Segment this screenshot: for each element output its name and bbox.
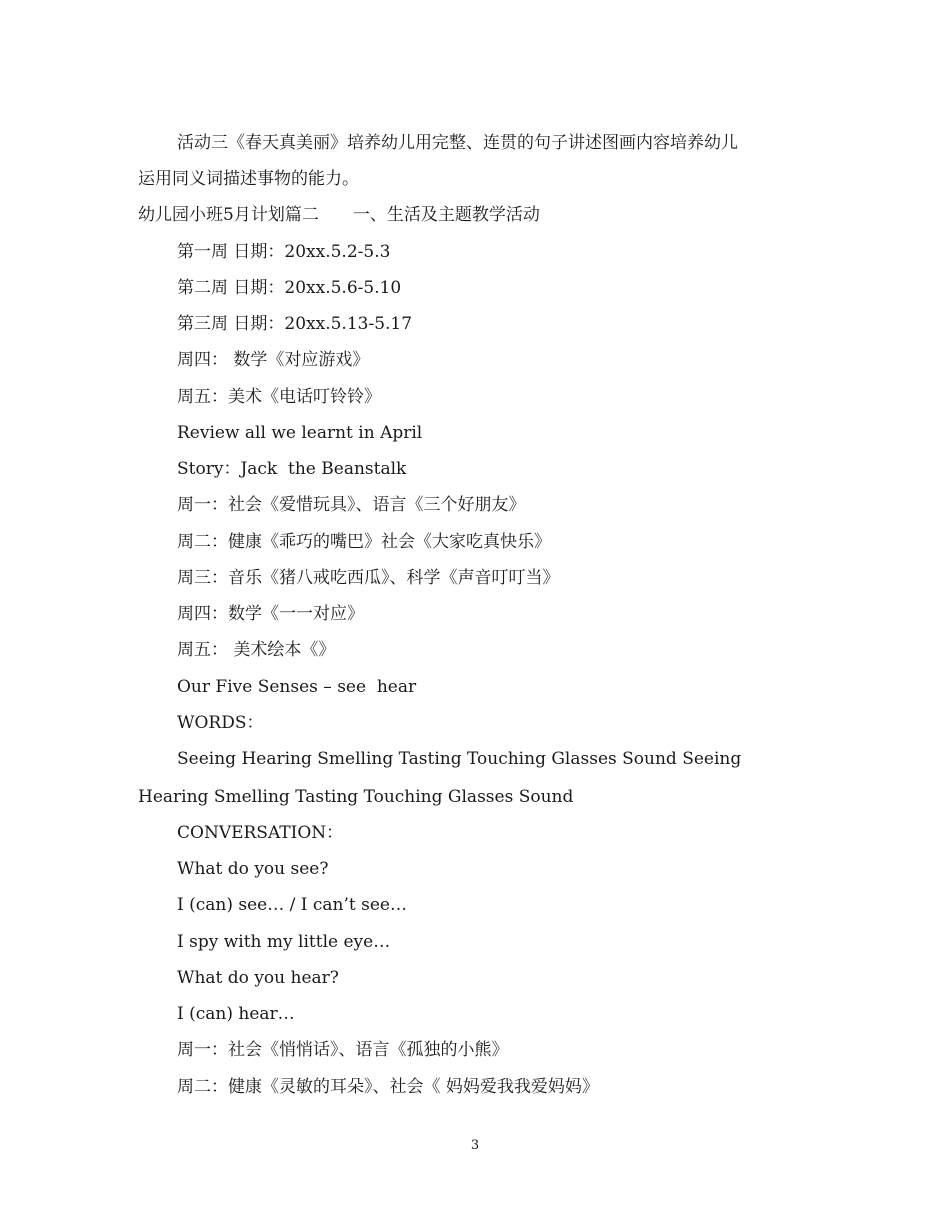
paragraph-line: 周二：健康《乖巧的嘴巴》社会《大家吃真快乐》	[177, 532, 551, 552]
page-number: 3	[470, 1138, 480, 1153]
section-heading: 幼儿园小班5月计划篇二 一、生活及主题教学活动	[138, 205, 540, 225]
paragraph-line: 周一：社会《爱惜玩具》、语言《三个好朋友》	[177, 495, 526, 515]
paragraph-line: 运用同义词描述事物的能力。	[138, 169, 359, 189]
paragraph-line: 第三周 日期：20xx.5.13-5.17	[177, 314, 413, 334]
paragraph-line: Review all we learnt in April	[177, 423, 423, 443]
paragraph-line: 周三：音乐《猪八戒吃西瓜》、科学《声音叮叮当》	[177, 568, 560, 588]
paragraph-line: Seeing Hearing Smelling Tasting Touching Glasses Sound Seeing	[177, 749, 742, 769]
paragraph-line: 周四： 数学《对应游戏》	[177, 350, 370, 370]
paragraph-line: 周一：社会《悄悄话》、语言《孤独的小熊》	[177, 1040, 509, 1060]
paragraph-line: What do you see?	[177, 859, 329, 879]
paragraph-line: 活动三《春天真美丽》培养幼儿用完整、连贯的句子讲述图画内容培养幼儿	[177, 133, 738, 153]
paragraph-line: 周四：数学《一一对应》	[177, 604, 364, 624]
paragraph-line: 第一周 日期：20xx.5.2-5.3	[177, 242, 391, 262]
paragraph-line: What do you hear?	[177, 968, 339, 988]
paragraph-line: 周二：健康《灵敏的耳朵》、社会《 妈妈爱我我爱妈妈》	[177, 1077, 599, 1097]
paragraph-line: 第二周 日期：20xx.5.6-5.10	[177, 278, 402, 298]
paragraph-line: WORDS：	[177, 713, 264, 733]
paragraph-line: I (can) hear…	[177, 1004, 295, 1024]
paragraph-line: I (can) see… / I can’t see…	[177, 895, 407, 915]
paragraph-line: Our Five Senses – see hear	[177, 677, 417, 697]
paragraph-line: CONVERSATION：	[177, 823, 344, 843]
paragraph-line: Hearing Smelling Tasting Touching Glasses Sound	[138, 787, 574, 807]
paragraph-line: I spy with my little eye…	[177, 932, 391, 952]
paragraph-line: 周五： 美术绘本《》	[177, 640, 336, 660]
paragraph-line: Story：Jack the Beanstalk	[177, 459, 407, 479]
paragraph-line: 周五：美术《电话叮铃铃》	[177, 387, 381, 407]
